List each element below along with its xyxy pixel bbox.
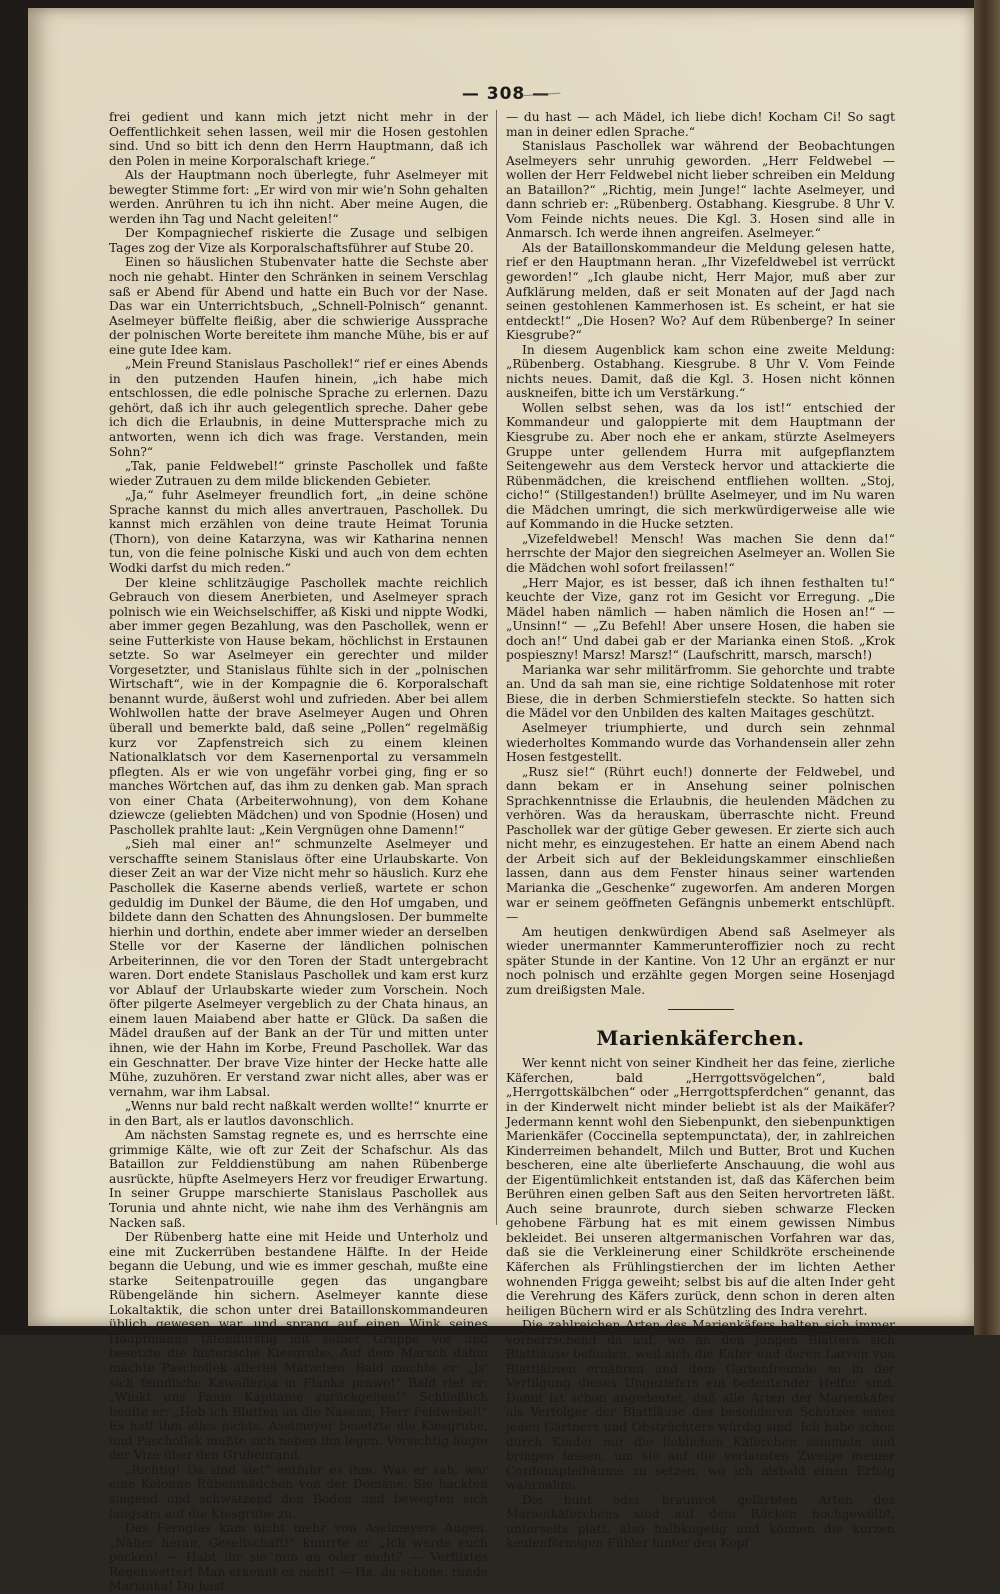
- paragraph: Die zahlreichen Arten des Marienkäfers halten sich immer vorherrschend da auf, wo an den jungen Blättern sich Blattläuse befinden, weil sich die Käfer und deren Larven von Blattläusen ernähren und dem Gartenfreunde so in der Vertilgung dieses Ungeziefers ein bedeutender Helfer sind. Damit ist schon angedeutet, daß alle Arten der Marienkäfer als Verfolger der Blattläuse des besonderen Schutzes eines jeden Gärtners und Obstzüchters würdig sind. Ich habe schon durch Kinder mir die lieblichen Käferchen sammeln und bringen lassen, um sie auf die verlausten Zweige meiner Cordonapfelbäume zu setzen, wo ich alsbald einen Erfolg wahrnahm.: [506, 1318, 895, 1493]
- pencil-mark: [520, 81, 561, 97]
- paragraph: Am heutigen denkwürdigen Abend saß Aselmeyer als wieder unermannter Kammerunteroffizier noch zu recht später Stunde in der Kantine. Von 12 Uhr an ergänzt er nur noch polnisch und erzählte gegen Morgen seine Hosenjagd zum dreißigsten Male.: [506, 924, 895, 997]
- paragraph: Wollen selbst sehen, was da los ist!“ entschied der Kommandeur und galoppierte mit dem Hauptmann der Kiesgrube zu. Aber noch ehe er ankam, stürzte Aselmeyers Gruppe unter gellendem Hurra mit aufgepflanztem Seitengewehr aus dem Versteck hervor und attackierte die Rübenmädchen, die kreischend entfliehen wollten. „Stoj, cicho!“ (Stillgestanden!) brüllte Aselmeyer, und im Nu waren die Mädchen umringt, die sich merkwürdigerweise alle wie auf Kommando in die Hucke setzten.: [506, 400, 895, 532]
- paragraph: Als der Hauptmann noch überlegte, fuhr Aselmeyer mit bewegter Stimme fort: „Er wird von mir wie'n Sohn gehalten werden. Anrühren tu ich ihn nicht. Aber meine Augen, die werden ihn Tag und Nacht geleiten!“: [109, 168, 488, 226]
- paragraph: Der Rübenberg hatte eine mit Heide und Unterholz und eine mit Zuckerrüben bestandene Hälfte. In der Heide begann die Uebung, und wie es immer geschah, mußte eine starke Seitenpatrouille gegen das ungangbare Rübengelände hin sichern. Aselmeyer kannte diese Lokaltaktik, die schon unter drei Bataillonskommandeuren üblich gewesen war, und sprang auf einen Wink seines Hauptmanns tatendurstig mit seiner Gruppe vor und besetzte die historische Kiesgrube. Auf dem Marsch dahin machte Paschollek allerlei Mätzchen. Bald machte er: „Js' sich feindliche Kawallerija in Flanke prawo!“ Bald rief er: „Winkt uns Panie Kapitanie zurückgehen!“ Schließlich heulte er: „Hob ich Blutten an die Nasenn, Herr Feldwebel!“ Es half ihm alles nichts. Aselmeyer besetzte die Kiesgrube, und Paschollek mußte sich neben ihn legen. Vorsichtig äugte der Vize über den Grubenrand.: [109, 1230, 488, 1463]
- article-title: Marienkäferchen.: [596, 1026, 805, 1051]
- paragraph: Als der Bataillonskommandeur die Meldung gelesen hatte, rief er den Hauptmann heran. „Ihr Vizefeldwebel ist verrückt geworden!“ „Ich glaube nicht, Herr Major, muß aber zur Aufklärung melden, daß er seit Monaten auf der Jagd nach seinen gestohlenen Kammerhosen ist. Es scheint, er hat sie entdeckt!“ „Die Hosen? Wo? Auf dem Rübenberge? In seiner Kiesgrube?“: [506, 240, 895, 343]
- paragraph: „Ja,“ fuhr Aselmeyer freundlich fort, „in deine schöne Sprache kannst du mich alles anvertrauen, Paschollek. Du kannst mich erzählen von deine traute Heimat Torunia (Thorn), von deine Katarzyna, was wir Katharina nennen tun, von die feine polnische Kiski und auch von dem echten Wodki darfst du mich reden.“: [109, 488, 488, 575]
- book-spine: [974, 0, 1000, 1335]
- paragraph: Stanislaus Paschollek war während der Beobachtungen Aselmeyers sehr unruhig geworden. „Herr Feldwebel — wollen der Herr Feldwebel nicht lieber schreiben ein Meldung an Bataillon?“ „Richtig, mein Junge!“ lachte Aselmeyer, und dann schrieb er: „Rübenberg. Ostabhang. Kiesgrube. 8 Uhr V. Vom Feinde nichts neues. Die Kgl. 3. Hosen sind alle in Anmarsch. Ich werde ihnen angreifen. Aselmeyer.“: [506, 139, 895, 241]
- paragraph: „Vizefeldwebel! Mensch! Was machen Sie denn da!“ herrschte der Major den siegreichen Aselmeyer an. Wollen Sie die Mädchen wohl sofort freilassen!“: [506, 531, 895, 575]
- paragraph: „Sieh mal einer an!“ schmunzelte Aselmeyer und verschaffte seinem Stanislaus öfter eine Urlaubskarte. Von dieser Zeit an war der Vize nicht mehr so häuslich. Kurz ehe Paschollek die Kaserne abends verließ, wartete er schon geduldig im Dunkel der Bäume, die den Hof umgaben, und bildete dann den Schatten des Ahnungslosen. Der bummelte hierhin und dorthin, endete aber immer wieder an derselben Stelle vor der Kaserne der ländlichen polnischen Arbeiterinnen, die vor den Toren der Stadt untergebracht waren. Dort endete Stanislaus Paschollek und kam erst kurz vor Ablauf der Urlaubskarte wieder zum Vorschein. Noch öfter pilgerte Aselmeyer vergeblich zu der Chata hinaus, an einem lauen Maiabend aber hatte er Glück. Da saßen die Mädel draußen auf der Bank an der Tür und mitten unter ihnen, wie der Hahn im Korbe, Freund Paschollek. War das ein Geschnatter. Der brave Vize hinter der Hecke hatte alle Mühe, zuzuhören. Er verstand zwar nicht alles, aber was er vernahm, war ihm Labsal.: [109, 837, 488, 1099]
- paragraph: Am nächsten Samstag regnete es, und es herrschte eine grimmige Kälte, wie oft zur Zeit der Schafschur. Als das Bataillon zur Felddienstübung am nahen Rübenberge ausrückte, hüpfte Aselmeyers Herz vor freudiger Erwartung. In seiner Gruppe marschierte Stanislaus Paschollek aus Torunia und ahnte nicht, wie nahe ihm des Verhängnis am Nacken saß.: [109, 1128, 488, 1230]
- paragraph: „Richtig! Da sind sie!“ entfuhr es ihm. Was er sah, war eine Kolonne Rübenmädchen von der Domäne. Sie hackten singend und schwatzend den Boden und bewegten sich langsam auf die Kiesgrube zu.: [109, 1462, 488, 1521]
- paragraph: „Tak, panie Feldwebel!“ grinste Paschollek und faßte wieder Zutrauen zu dem milde blickenden Gebieter.: [109, 459, 488, 488]
- paragraph: Marianka war sehr militärfromm. Sie gehorchte und trabte an. Und da sah man sie, eine richtige Soldatenhose mit roter Biese, die in derben Schmierstiefeln steckte. So hatten sich die Mädel vor den Unbilden des kalten Maitages geschützt.: [506, 662, 895, 721]
- paragraph: — du hast — ach Mädel, ich liebe dich! Kocham Ci! So sagt man in deiner edlen Sprache.“: [506, 110, 895, 139]
- paragraph: „Mein Freund Stanislaus Paschollek!“ rief er eines Abends in den putzenden Haufen hinein, „ich habe mich entschlossen, die edle polnische Sprache zu erlernen. Dazu gehört, daß ich ihr auch gelegentlich spreche. Daher gebe ich dich die Erlaubnis, in deine Muttersprache mich zu antworten, wenn ich dich was frage. Verstanden, mein Sohn?“: [109, 357, 488, 459]
- paragraph: Der kleine schlitzäugige Paschollek machte reichlich Gebrauch von diesem Anerbieten, und Aselmeyer sprach polnisch wie ein Weichselschiffer, aß Kiski und nippte Wodki, aber immer gegen Bezahlung, was den Paschollek, wenn er seine Futterkiste von Hause bekam, höchlichst in Erstaunen setzte. So war Aselmeyer ein gerechter und milder Vorgesetzter, und Stanislaus fühlte sich in der „polnischen Wirtschaft“, wie in der Kompagnie die 6. Korporalschaft benannt wurde, äußerst wohl und zufrieden. Aber bei allem Wohlwollen hatte der brave Aselmeyer Augen und Ohren überall und bemerkte bald, daß seine „Pollen“ regelmäßig kurz vor Zapfenstreich sich zu einem kleinen Nationalklatsch vor dem Kasernenportal zu versammeln pflegten. Als er wie von ungefähr vorbei ging, fing er so manches Wörtchen auf, das ihm zu denken gab. Man sprach von einer Chata (Arbeiterwohnung), von dem Kohane dziewcze (geliebten Mädchen) und von Spodnie (Hosen) und Paschollek prahlte laut: „Kein Vergnügen ohne Damenn!“: [109, 575, 488, 837]
- paragraph: Aselmeyer triumphierte, und durch sein zehnmal wiederholtes Kommando wurde das Vorhandensein aller zehn Hosen festgestellt.: [506, 720, 895, 765]
- right-column: [506, 110, 895, 1551]
- paragraph: In diesem Augenblick kam schon eine zweite Meldung: „Rübenberg. Ostabhang. Kiesgrube. 8 Uhr V. Vom Feinde nichts neues. Damit, daß die Kgl. 3. Hosen nicht können auskneifen, bitte ich um Verstärkung.“: [506, 342, 895, 401]
- article-divider: [668, 1009, 734, 1010]
- paragraph: Der Kompagniechef riskierte die Zusage und selbigen Tages zog der Vize als Korporalschaftsführer auf Stube 20.: [109, 226, 488, 255]
- paragraph: „Rusz sie!“ (Rührt euch!) donnerte der Feldwebel, und dann bekam er in Ansehung seiner polnischen Sprachkenntnisse die Erlaubnis, die heulenden Mädchen zu verhören. Was da herauskam, überraschte nicht. Freund Paschollek war der gütige Geber gewesen. Er zierte sich auch nicht mehr, es einzugestehen. Er hatte an einem Abend nach der Arbeit sich auf der Bekleidungskammer einschließen lassen, dann aus dem Fenster hinaus seiner wartenden Marianka die „Geschenke“ zugeworfen. Am anderen Morgen war er seinem geöffneten Gefängnis unbemerkt entschlüpft. —: [506, 764, 895, 925]
- paragraph: frei gedient und kann mich jetzt nicht mehr in der Oeffentlichkeit sehen lassen, weil mir die Hosen gestohlen sind. Und so bitt ich denn den Herrn Hauptmann, daß ich den Polen in meine Korporalschaft kriege.“: [109, 110, 488, 168]
- page-number: — 308 —: [461, 84, 551, 104]
- column-rule: [496, 110, 497, 1225]
- paragraph: „Wenns nur bald recht naßkalt werden wollte!“ knurrte er in den Bart, als er lautlos davonschlich.: [109, 1099, 488, 1128]
- paragraph: Einen so häuslichen Stubenvater hatte die Sechste aber noch nie gehabt. Hinter den Schränken in seinem Verschlag saß er Abend für Abend und hatte ein Buch vor der Nase. Das war ein Unterrichtsbuch, „Schnell-Polnisch“ genannt. Aselmeyer büffelte fleißig, aber die schwierige Aussprache der polnischen Worte bereitete ihm manche Mühe, bis er auf eine gute Idee kam.: [109, 255, 488, 357]
- paragraph: „Herr Major, es ist besser, daß ich ihnen festhalten tu!“ keuchte der Vize, ganz rot im Gesicht vor Erregung. „Die Mädel haben nämlich — haben nämlich die Hosen an!“ — „Unsinn!“ — „Zu Befehl! Aber unsere Hosen, die haben sie doch an!“ Und dabei gab er der Marianka einen Stoß. „Krok pospieszny! Marsz! Marsz!“ (Laufschritt, marsch, marsch!): [506, 575, 895, 663]
- paragraph: Wer kennt nicht von seiner Kindheit her das feine, zierliche Käferchen, bald „Herrgottsvögelchen“, bald „Herrgottskälbchen“ oder „Herrgottspferdchen“ genannt, das in der Kinderwelt nicht minder beliebt ist als der Maikäfer? Jedermann kennt wohl den Siebenpunkt, den siebenpunktigen Marienkäfer (Coccinella septempunctata), der, in zahlreichen Kinderreimen behandelt, Milch und Butter, Brot und Kuchen bescheren, eine alte überlieferte Anschauung, die wohl aus der Eigentümlichkeit entstanden ist, daß das Käferchen beim Berühren einen gelben Saft aus den Seiten hervortreten läßt. Auch seine braunrote, durch sieben schwarze Flecken gehobene Färbung hat es mit einem gewissen Nimbus bekleidet. Bei unseren altgermanischen Vorfahren war das, daß sie die Verkleinerung einer Schildkröte erscheinende Käferchen als Frühlingstierchen der im lichten Aether wohnenden Frigga geweiht; selbst bis auf die alten Inder geht die Verehrung des Käfers zurück, denn schon in deren alten heiligen Büchern wird er als Schützling des Indra verehrt.: [506, 1056, 895, 1318]
- paragraph: Das Fernglas kam nicht mehr von Aselmeyers Augen. „Näher heran, Gesellschaft!“ knurrte er. „Ich werde euch packen! — Habt ihr sie nun an oder nicht? — Verflixtes Regenwetter! Man erkennt es nicht! — Ha, du schöne, runde Marianka! Du hast: [109, 1521, 488, 1594]
- paragraph: Die bunt oder braunrot gefärbten Arten des Marienkäferchens sind auf dem Rücken hochgewölbt, unterseits platt, also halbkugelig und können die kurzen keulenförmigen Fühler hinter den Kopf: [506, 1492, 895, 1551]
- left-column: [109, 110, 488, 1594]
